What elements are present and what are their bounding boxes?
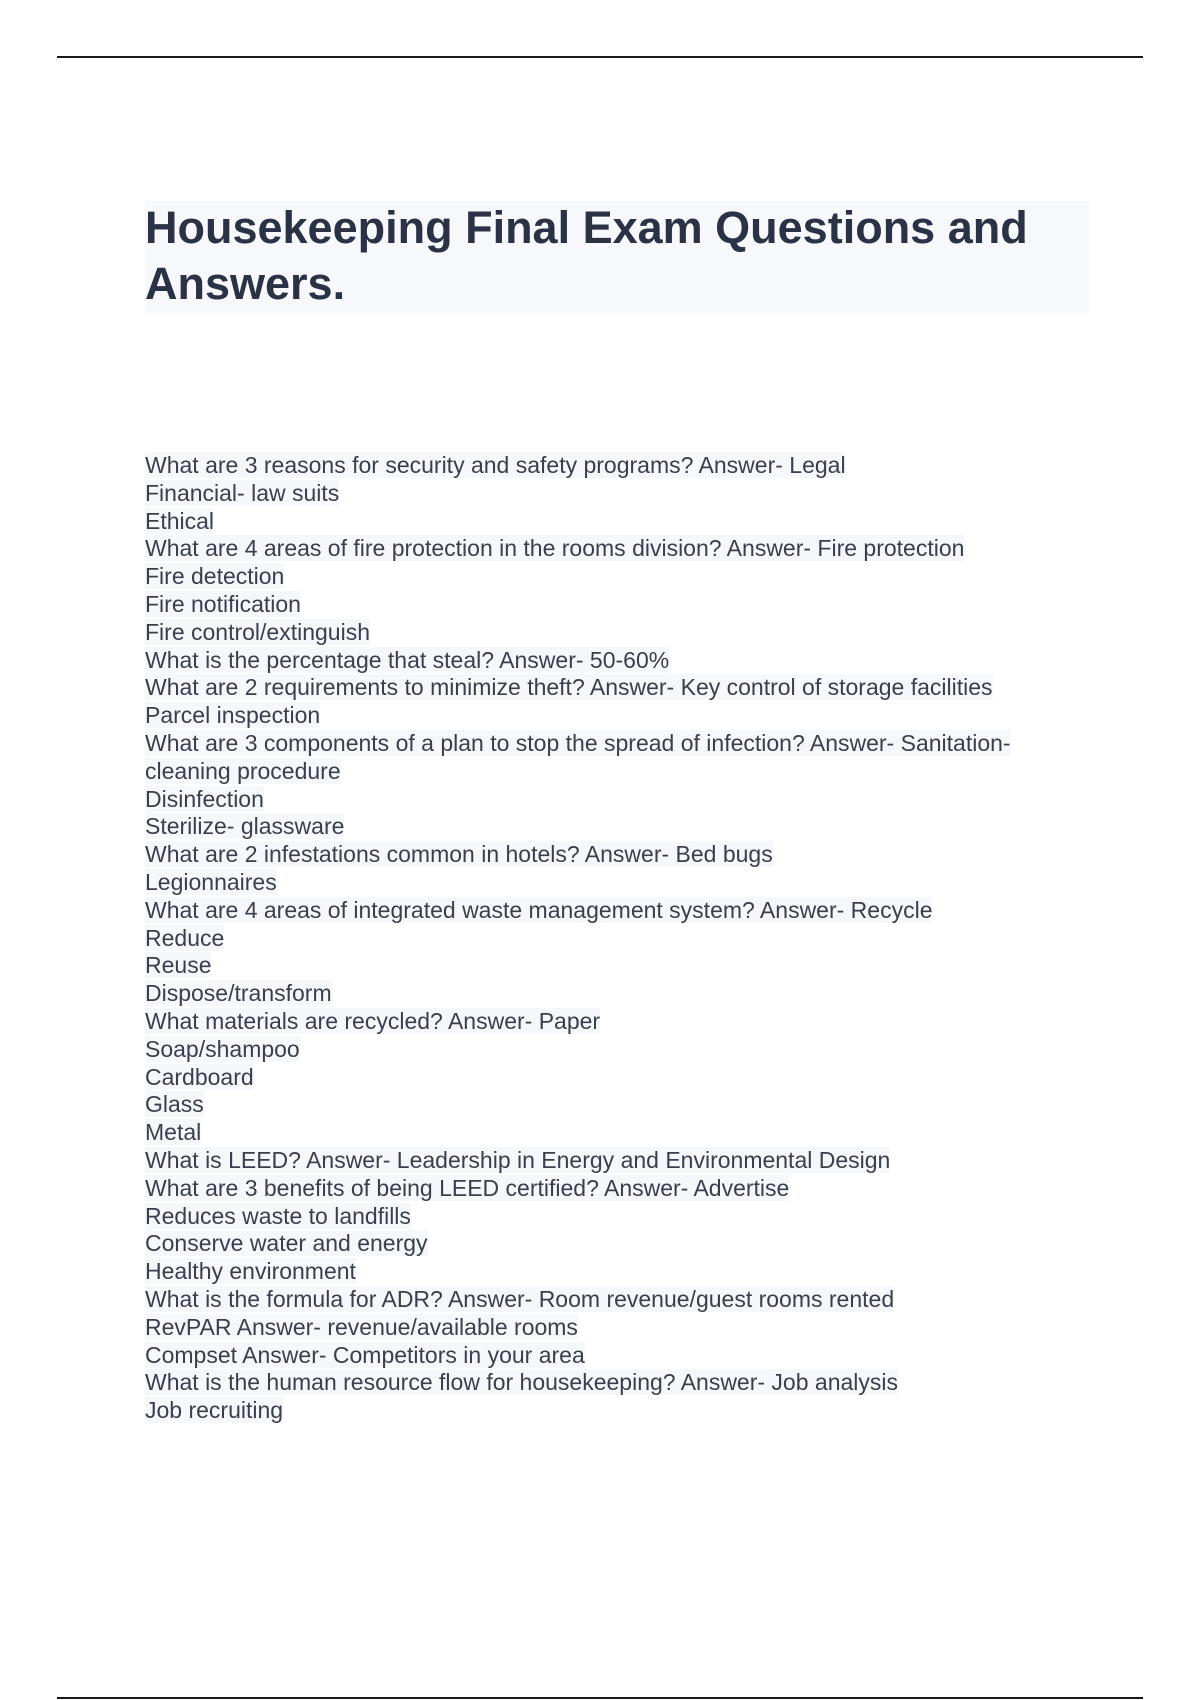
qa-line [145, 702, 1105, 730]
qa-line-text: What are 3 benefits of being LEED certified? Answer- Advertise [145, 1174, 790, 1201]
qa-line [145, 508, 1105, 536]
qa-line-text: What are 3 components of a plan to stop the spread of infection? Answer- Sanitation- [145, 729, 1011, 756]
qa-line-text: Compset Answer- Competitors in your area [145, 1341, 585, 1368]
qa-line [145, 1397, 1105, 1425]
qa-line [145, 1203, 1105, 1231]
qa-line [145, 1342, 1105, 1370]
qa-line-text: Metal [145, 1119, 202, 1146]
qa-line-text: What materials are recycled? Answer- Paper [145, 1007, 601, 1034]
qa-line-text: Reduce [145, 924, 225, 951]
qa-line [145, 452, 1105, 480]
qa-line [145, 591, 1105, 619]
qa-line-text: What is the percentage that steal? Answer- 50-60% [145, 646, 670, 673]
qa-line-text: Ethical [145, 507, 215, 534]
qa-line [145, 952, 1105, 980]
qa-line [145, 1147, 1105, 1175]
qa-line [145, 730, 1105, 758]
qa-line [145, 480, 1105, 508]
qa-line [145, 563, 1105, 591]
qa-line-text: What are 2 infestations common in hotels? Answer- Bed bugs [145, 841, 773, 868]
qa-line-text: Dispose/transform [145, 980, 332, 1007]
qa-list [145, 452, 1105, 1425]
qa-line-text: What are 3 reasons for security and safety programs? Answer- Legal [145, 452, 846, 478]
qa-line [145, 1119, 1105, 1147]
qa-line [145, 1314, 1105, 1342]
qa-line [145, 1258, 1105, 1286]
qa-line-text: Healthy environment [145, 1258, 356, 1285]
qa-line [145, 1286, 1105, 1314]
qa-line-text: What are 2 requirements to minimize theft? Answer- Key control of storage facilities [145, 674, 993, 701]
qa-line [145, 758, 1105, 786]
qa-line [145, 1036, 1105, 1064]
qa-line-text: Fire notification [145, 590, 301, 617]
qa-line-text: Conserve water and energy [145, 1230, 428, 1257]
qa-line [145, 1369, 1105, 1397]
qa-line-text: Cardboard [145, 1063, 254, 1090]
qa-line-text: Fire detection [145, 563, 285, 590]
qa-line-text: Disinfection [145, 785, 264, 812]
qa-line [145, 980, 1105, 1008]
qa-line [145, 535, 1105, 563]
header-rule [57, 56, 1143, 58]
qa-line-text: Soap/shampoo [145, 1035, 300, 1062]
qa-line [145, 619, 1105, 647]
qa-line [145, 869, 1105, 897]
qa-line-text: Reduces waste to landfills [145, 1202, 411, 1229]
qa-line [145, 1175, 1105, 1203]
qa-line [145, 786, 1105, 814]
qa-line-text: Parcel inspection [145, 702, 321, 729]
qa-line [145, 1064, 1105, 1092]
qa-line-text: What is LEED? Answer- Leadership in Energy and Environmental Design [145, 1146, 891, 1173]
qa-line [145, 841, 1105, 869]
qa-line-text: What is the formula for ADR? Answer- Room revenue/guest rooms rented [145, 1285, 895, 1312]
qa-line-text: RevPAR Answer- revenue/available rooms [145, 1313, 578, 1340]
qa-line [145, 1091, 1105, 1119]
qa-line-text: What are 4 areas of integrated waste management system? Answer- Recycle [145, 896, 933, 923]
qa-line-text: Financial- law suits [145, 479, 340, 506]
qa-line-text: Sterilize- glassware [145, 813, 345, 840]
qa-line [145, 674, 1105, 702]
qa-line-text: Job recruiting [145, 1397, 284, 1424]
qa-line [145, 1008, 1105, 1036]
qa-line-text: Glass [145, 1091, 204, 1118]
qa-line [145, 1230, 1105, 1258]
qa-line-text: Fire control/extinguish [145, 618, 370, 645]
qa-line [145, 813, 1105, 841]
qa-line [145, 647, 1105, 675]
qa-line-text: What are 4 areas of fire protection in the rooms division? Answer- Fire protection [145, 535, 965, 562]
qa-line-text: Reuse [145, 952, 212, 979]
qa-line-text: What is the human resource flow for housekeeping? Answer- Job analysis [145, 1369, 899, 1396]
footer-rule [57, 1697, 1143, 1699]
qa-line [145, 925, 1105, 953]
qa-line-text: cleaning procedure [145, 757, 341, 784]
qa-line [145, 897, 1105, 925]
document-title: Housekeeping Final Exam Questions and Answers. [145, 202, 1028, 309]
qa-line-text: Legionnaires [145, 868, 277, 895]
